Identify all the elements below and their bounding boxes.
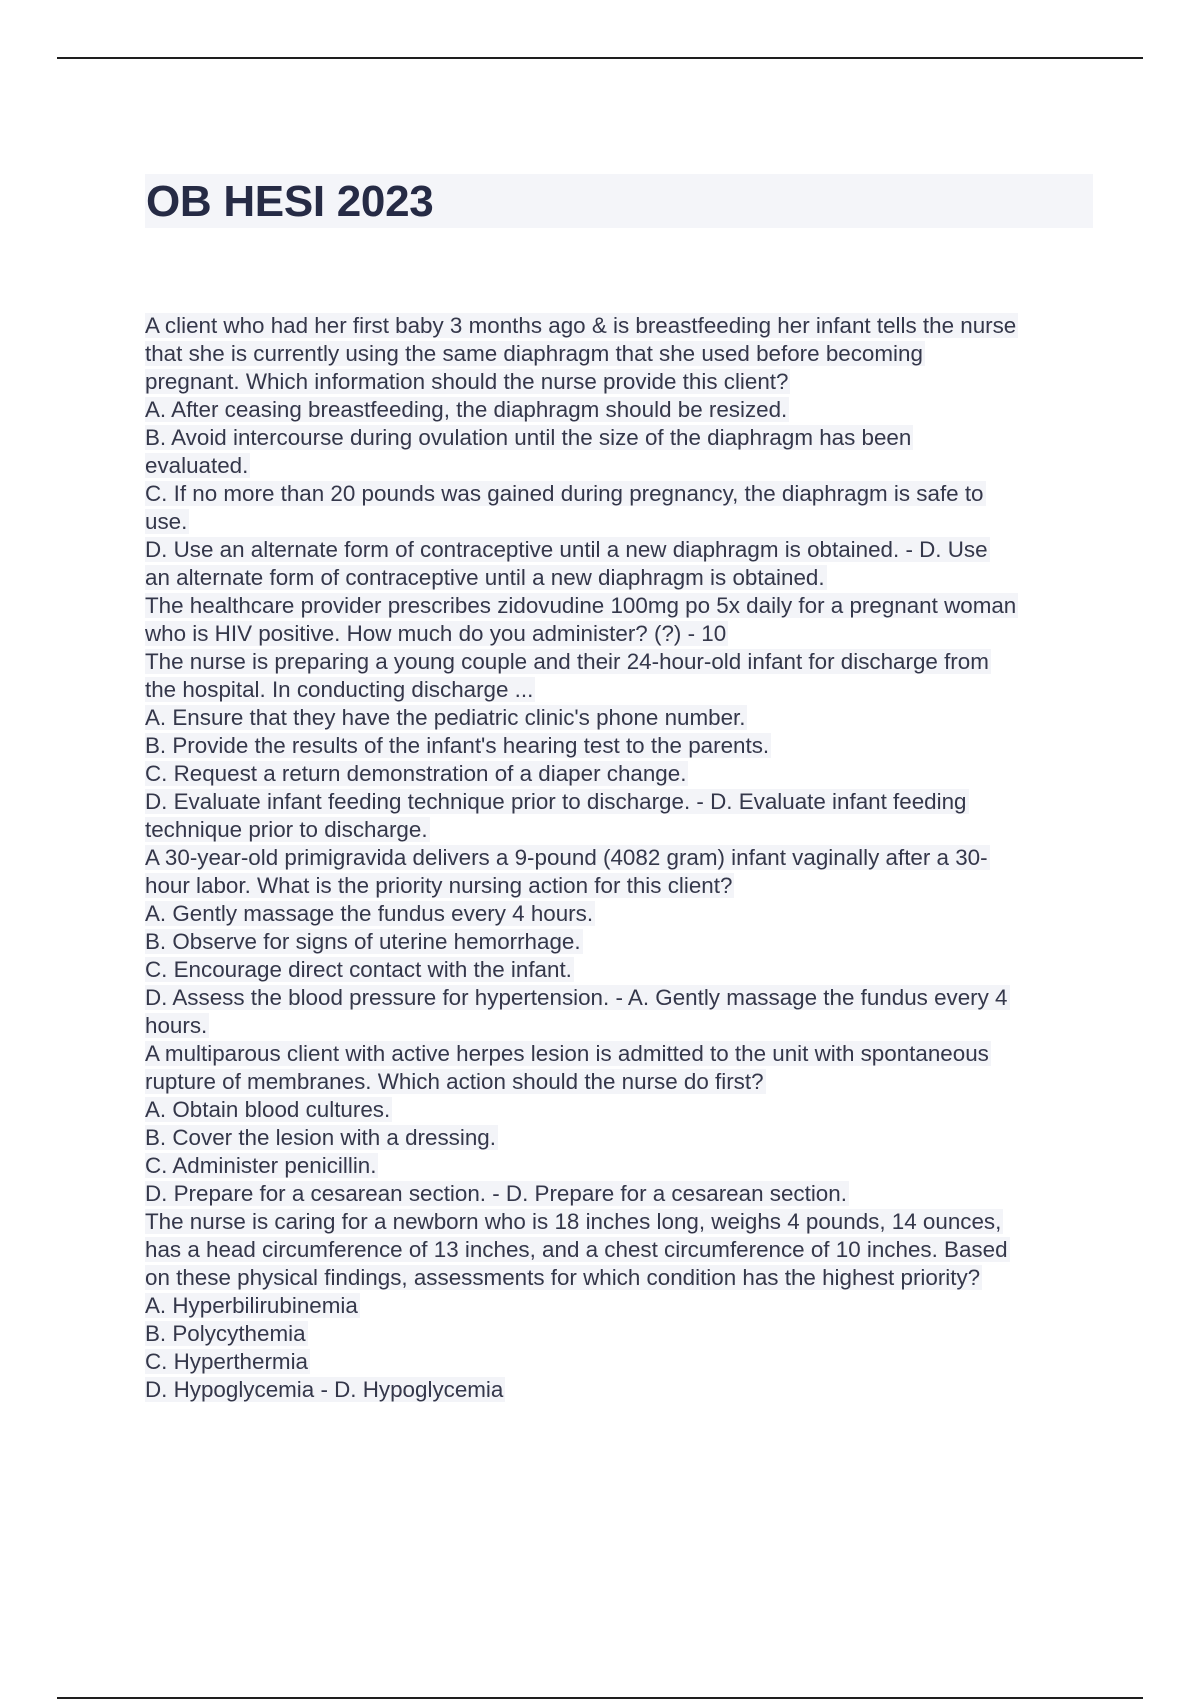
text-line: B. Cover the lesion with a dressing. — [145, 1125, 496, 1150]
text-line: A multiparous client with active herpes lesion is admitted to the unit with spontaneous — [145, 1041, 989, 1066]
text-line: B. Provide the results of the infant's hearing test to the parents. — [145, 733, 770, 758]
text-line: D. Hypoglycemia - D. Hypoglycemia — [145, 1377, 504, 1402]
text-line: The nurse is caring for a newborn who is 18 inches long, weighs 4 pounds, 14 ounces, — [145, 1209, 1002, 1234]
text-line: C. Request a return demonstration of a diaper change. — [145, 761, 687, 786]
text-line: evaluated. — [145, 453, 249, 478]
text-line: pregnant. Which information should the nurse provide this client? — [145, 369, 789, 394]
text-line: The healthcare provider prescribes zidovudine 100mg po 5x daily for a pregnant woman — [145, 593, 1017, 618]
text-line: the hospital. In conducting discharge ... — [145, 677, 534, 702]
text-line: on these physical findings, assessments for which condition has the highest priority? — [145, 1265, 981, 1290]
bottom-divider — [57, 1697, 1143, 1699]
text-line: D. Assess the blood pressure for hypertension. - A. Gently massage the fundus every 4 — [145, 985, 1008, 1010]
text-line: hour labor. What is the priority nursing action for this client? — [145, 873, 733, 898]
text-line: B. Polycythemia — [145, 1321, 306, 1346]
text-line: technique prior to discharge. — [145, 817, 428, 842]
text-line: C. Hyperthermia — [145, 1349, 308, 1374]
text-line: A client who had her first baby 3 months ago & is breastfeeding her infant tells the nurse — [145, 313, 1017, 338]
document-body — [145, 312, 1105, 1404]
text-line: who is HIV positive. How much do you administer? (?) - 10 — [145, 621, 727, 646]
text-line: C. Administer penicillin. — [145, 1153, 377, 1178]
text-line: an alternate form of contraceptive until a new diaphragm is obtained. — [145, 565, 825, 590]
text-line: A. Ensure that they have the pediatric clinic's phone number. — [145, 705, 746, 730]
page-title: OB HESI 2023 — [146, 177, 434, 226]
text-line: B. Observe for signs of uterine hemorrhage. — [145, 929, 581, 954]
text-line: that she is currently using the same diaphragm that she used before becoming — [145, 341, 923, 366]
text-line: A 30-year-old primigravida delivers a 9-pound (4082 gram) infant vaginally after a 30- — [145, 845, 988, 870]
text-line: rupture of membranes. Which action should the nurse do first? — [145, 1069, 764, 1094]
top-divider — [57, 57, 1143, 59]
text-line: C. If no more than 20 pounds was gained during pregnancy, the diaphragm is safe to — [145, 481, 984, 506]
text-line: has a head circumference of 13 inches, and a chest circumference of 10 inches. Based — [145, 1237, 1008, 1262]
text-line: A. Hyperbilirubinemia — [145, 1293, 358, 1318]
text-line: A. Gently massage the fundus every 4 hours. — [145, 901, 594, 926]
text-line: A. Obtain blood cultures. — [145, 1097, 391, 1122]
text-line: A. After ceasing breastfeeding, the diaphragm should be resized. — [145, 397, 788, 422]
text-line: The nurse is preparing a young couple and their 24-hour-old infant for discharge from — [145, 649, 989, 674]
text-line: D. Prepare for a cesarean section. - D. Prepare for a cesarean section. — [145, 1181, 847, 1206]
text-line: hours. — [145, 1013, 208, 1038]
text-line: D. Evaluate infant feeding technique prior to discharge. - D. Evaluate infant feeding — [145, 789, 967, 814]
text-line: D. Use an alternate form of contraceptive until a new diaphragm is obtained. - D. Use — [145, 537, 988, 562]
text-line: C. Encourage direct contact with the infant. — [145, 957, 572, 982]
text-line: B. Avoid intercourse during ovulation until the size of the diaphragm has been — [145, 425, 912, 450]
text-line: use. — [145, 509, 188, 534]
